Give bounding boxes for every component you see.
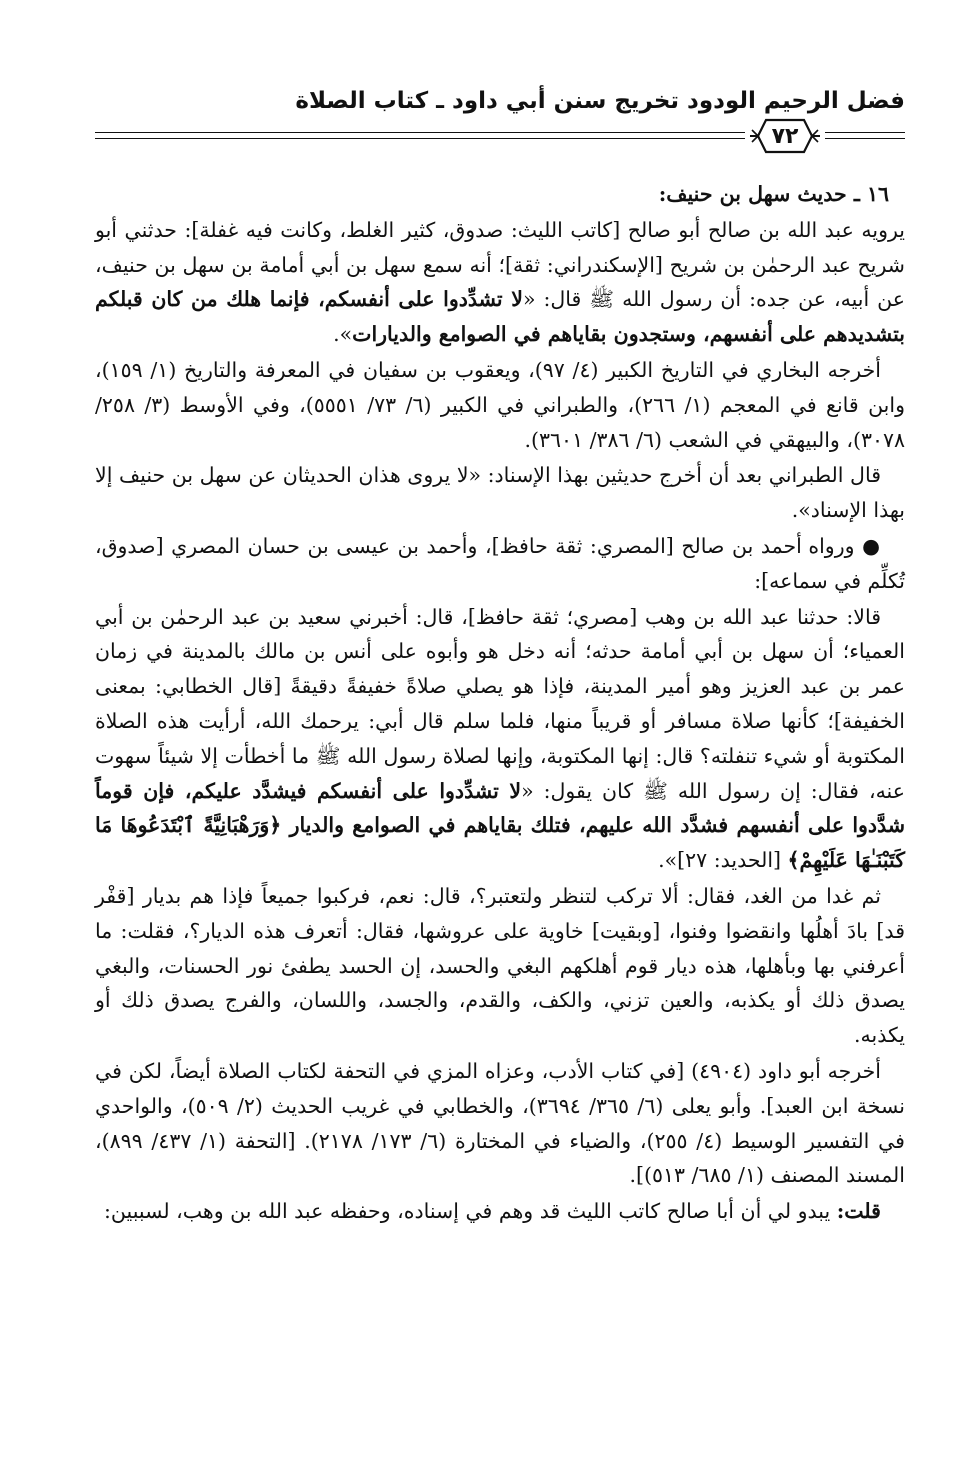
bullet-marker: ● <box>862 533 881 558</box>
paragraph-text: يرويه عبد الله بن صالح أبو صالح [كاتب الليث: صدوق، كثير الغلط، وكانت فيه غفلة]: حدثني أبو شريح عبد الرحمٰن بن شريح [الإسكندراني: ثقة]؛ أنه سمع سهل بن أبي أمامة بن سهل بن حنيف، عن أبيه، عن جده: أن رسول الله ﷺ قال: « <box>95 217 906 312</box>
header-rule <box>95 132 745 133</box>
narration-paragraph <box>95 529 905 599</box>
narration-paragraph: ثم غدا من الغد، فقال: ألا تركب لتنظر ولتعتبر؟، قال: نعم، فركبوا جميعاً فإذا هم بديار [قفْر قد] بادَ أهلُها وانقضوا وفنوا، [وبقيت] خاوية على عروشها، فقال: أتعرف هذه الديار؟، فقلت: ما أعرفني بها وبأهلها، هذه ديار قوم أهلكهم البغي والحسد، إن الحسد يطفئ نور الحسنات، والبغي يصدق ذلك أو يكذبه، والعين تزني، والكف، والقدم، والجسد، واللسان، والفرج يصدق ذلك أو يكذبه. <box>95 883 905 1048</box>
paragraph-text: قالا: حدثنا عبد الله بن وهب [مصري؛ ثقة حافظ]، قال: أخبرني سعيد بن عبد الرحمٰن بن أبي العمياء؛ أن سهل بن أبي أمامة حدثه؛ أنه دخل هو وأبوه على أنس بن مالك بالمدينة في زمان عمر بن عبد العزيز وهو أمير المدينة، فإذا هو يصلي صلاةً خفيفةً دقيقةً [قال الخطابي: بمعنى الخفيفة]؛ كأنها صلاة مسافر أو قريباً منها، فلما سلم قال أبي: يرحمك الله، أرأيت هذه الصلاة المكتوبة أو شيء تنفلته؟ قال: إنها المكتوبة، وإنها لصلاة رسول الله ﷺ ما أخطأت إلا شيئاً سهوت عنه، فقال: إن رسول الله ﷺ كان يقول: « <box>95 604 905 803</box>
page-number: ٧٢ <box>771 123 799 149</box>
hadith-paragraph <box>95 213 905 352</box>
header-rule <box>825 138 905 139</box>
section-heading: ١٦ ـ حديث سهل بن حنيف: <box>658 182 889 206</box>
header-rule <box>825 132 905 133</box>
quote-paragraph: قال الطبراني بعد أن أخرج حديثين بهذا الإسناد: «لا يروى هذان الحديثان عن سهل بن حنيف إلا بهذا الإسناد». <box>95 463 905 523</box>
comment-label: قلت: <box>836 1199 881 1224</box>
hadith-bold-text: لا تشدِّدوا على أنفسكم، فإنما هلك من كان قبلكم بتشديدهم على أنفسهم، وستجدون بقاياهم في الصوامع والديارات <box>95 287 905 347</box>
takhrij-paragraph: أخرجه أبو داود (٤٩٠٤) [في كتاب الأدب، وعزاه المزي في التحفة لكتاب الصلاة أيضاً، لكن في نسخة ابن العبد]. وأبو يعلى (٦/ ٣٦٥/ ٣٦٩٤)، والخطابي في غريب الحديث (٢/ ٥٠٩)، والواحدي في التفسير الوسيط (٤/ ٢٥٥)، والضياء في المختارة (٦/ ١٧٣/ ٢١٧٨). [التحفة (١/ ٤٣٧/ ٨٩٩)، المسند المصنف (١/ ٦٨٥/ ٥١٣)]. <box>95 1058 905 1188</box>
running-title: فضل الرحيم الودود تخريج سنن أبي داود ـ كتاب الصلاة <box>295 88 905 114</box>
hadith-bold-text: لا تشدِّدوا على أنفسكم فيشدَّد عليكم، فإن قوماً شدَّدوا على أنفسهم فشدَّد الله عليهم، فتلك بقاياهم في الصوامع والديار ﴿وَرَهْبَانِيَّةً ٱبْتَدَعُوهَا مَا كَتَبْنَـٰهَا عَلَيْهِمْ﴾ <box>95 778 905 873</box>
hadith-paragraph <box>95 600 905 878</box>
paragraph-text: ورواه أحمد بن صالح [المصري: ثقة حافظ]، وأحمد بن عيسى بن حسان المصري [صدوق، تُكلِّم في سماعه]: <box>95 533 905 593</box>
page-body <box>95 177 905 1230</box>
paragraph-text-end: [الحديد: ٢٧]». <box>658 848 788 873</box>
comment-paragraph <box>95 1194 905 1229</box>
paragraph-text-end: ». <box>333 322 353 347</box>
header-rule <box>95 138 745 139</box>
paragraph-text: يبدو لي أن أبا صالح كاتب الليث قد وهم في إسناده، وحفظه عبد الله بن وهب، لسببين: <box>104 1199 837 1224</box>
page-number-badge <box>748 116 822 156</box>
takhrij-paragraph: أخرجه البخاري في التاريخ الكبير (٤/ ٩٧)، ويعقوب بن سفيان في المعرفة والتاريخ (١/ ١٥٩)، وابن قانع في المعجم (١/ ٢٦٦)، والطبراني في الكبير (٦/ ٧٣/ ٥٥٥١)، وفي الأوسط (٣/ ٢٥٨/ ٣٠٧٨)، والبيهقي في الشعب (٦/ ٣٨٦/ ٣٦٠١). <box>95 357 905 452</box>
page-header <box>95 88 905 168</box>
